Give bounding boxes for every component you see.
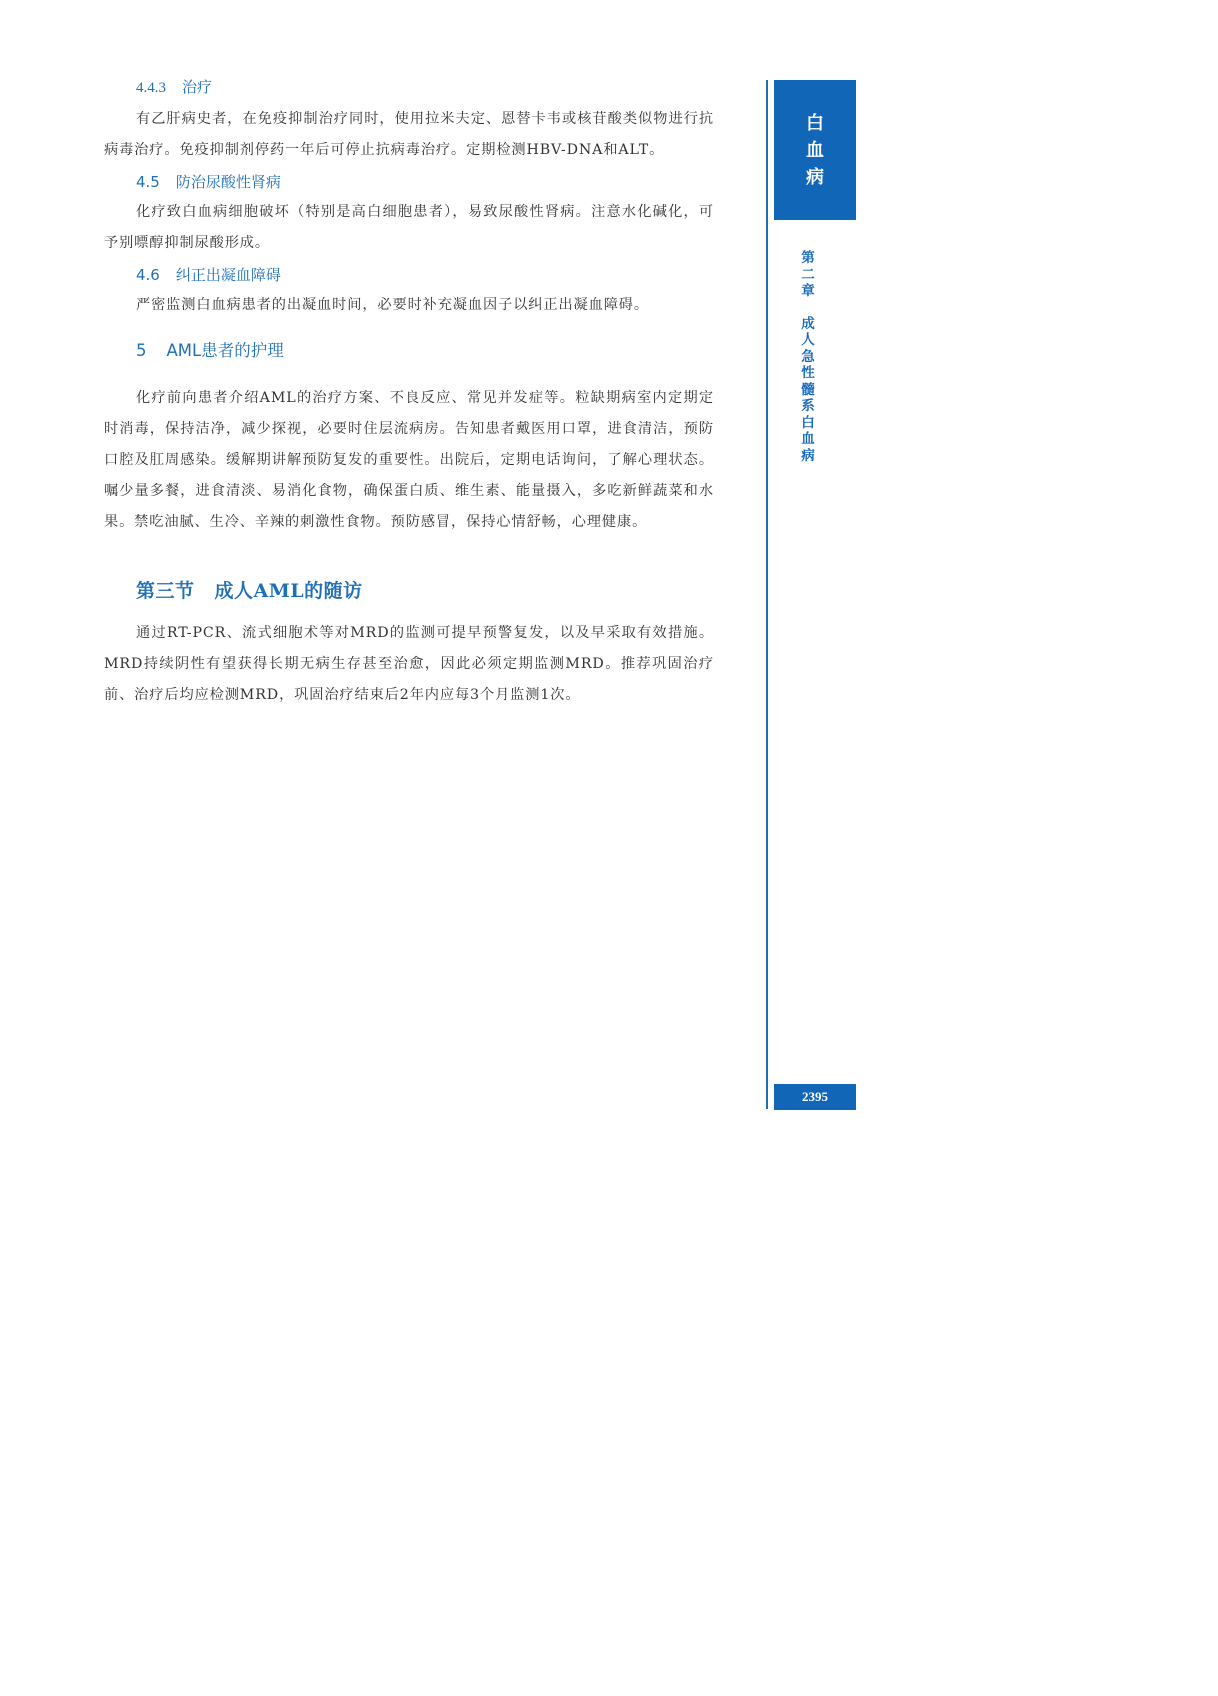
section-title: 治疗 <box>182 80 213 96</box>
section-heading-4-5 <box>104 172 714 192</box>
section-number: 4.6 <box>136 266 160 284</box>
chapter-title-char: 髓 <box>801 381 815 398</box>
section-heading-5 <box>104 339 714 363</box>
paragraph-5: 化疗前向患者介绍AML的治疗方案、不良反应、常见并发症等。粒缺期病室内定期定时消毒，保持洁净，减少探视，必要时住层流病房。告知患者戴医用口罩，进食清洁，预防口腔及肛周感染。缓解期讲解预防复发的重要性。出院后，定期电话询问，了解心理状态。嘱少量多餐，进食清淡、易消化食物，确保蛋白质、维生素、能量摄入，多吃新鲜蔬菜和水果。禁吃油腻、生冷、辛辣的刺激性食物。预防感冒，保持心情舒畅，心理健康。 <box>104 390 714 530</box>
section-heading-3 <box>104 578 714 604</box>
main-text-column <box>104 78 714 711</box>
side-tab-char: 血 <box>806 139 824 161</box>
chapter-number-char: 二 <box>801 266 815 283</box>
section-number: 4.4.3 <box>136 80 166 96</box>
section-title: 成人AML的随访 <box>214 580 363 602</box>
section-number: 5 <box>136 341 147 360</box>
side-tab-char: 白 <box>806 112 824 134</box>
chapter-title-char: 急 <box>801 348 815 365</box>
side-tab-char: 病 <box>806 166 824 188</box>
page-number: 2395 <box>774 1084 856 1110</box>
paragraph-4-4-3: 有乙肝病史者，在免疫抑制治疗同时，使用拉米夫定、恩替卡韦或核苷酸类似物进行抗病毒治疗。免疫抑制剂停药一年后可停止抗病毒治疗。定期检测HBV-DNA和ALT。 <box>104 111 714 158</box>
chapter-number-char: 第 <box>801 250 815 266</box>
section-heading-4-6 <box>104 265 714 285</box>
paragraph-4-5: 化疗致白血病细胞破坏（特别是高白细胞患者），易致尿酸性肾病。注意水化碱化，可予别嘌醇抑制尿酸形成。 <box>104 204 714 251</box>
paragraph-4-6: 严密监测白血病患者的出凝血时间，必要时补充凝血因子以纠正出凝血障碍。 <box>136 297 649 313</box>
section-title: 纠正出凝血障碍 <box>175 266 281 284</box>
section-number: 4.5 <box>136 173 160 191</box>
chapter-label <box>798 250 818 464</box>
section-title: 防治尿酸性肾病 <box>175 173 281 191</box>
chapter-number-char: 章 <box>801 283 815 299</box>
margin-divider-line <box>766 80 768 1109</box>
side-tab <box>774 80 856 220</box>
section-heading-4-4-3 <box>104 78 714 98</box>
chapter-title-char: 人 <box>801 332 815 348</box>
section-number: 第三节 <box>136 580 195 602</box>
chapter-title-char: 白 <box>801 414 815 431</box>
section-title: AML患者的护理 <box>166 341 284 360</box>
chapter-title-char: 血 <box>801 431 815 447</box>
chapter-title-char: 性 <box>801 365 815 381</box>
chapter-title-char: 病 <box>801 447 815 464</box>
chapter-title-char: 成 <box>801 315 815 332</box>
chapter-title-char: 系 <box>801 398 815 414</box>
paragraph-3: 通过RT-PCR、流式细胞术等对MRD的监测可提早预警复发，以及早采取有效措施。MRD持续阴性有望获得长期无病生存甚至治愈，因此必须定期监测MRD。推荐巩固治疗前、治疗后均应检测MRD，巩固治疗结束后2年内应每3个月监测1次。 <box>104 625 714 703</box>
